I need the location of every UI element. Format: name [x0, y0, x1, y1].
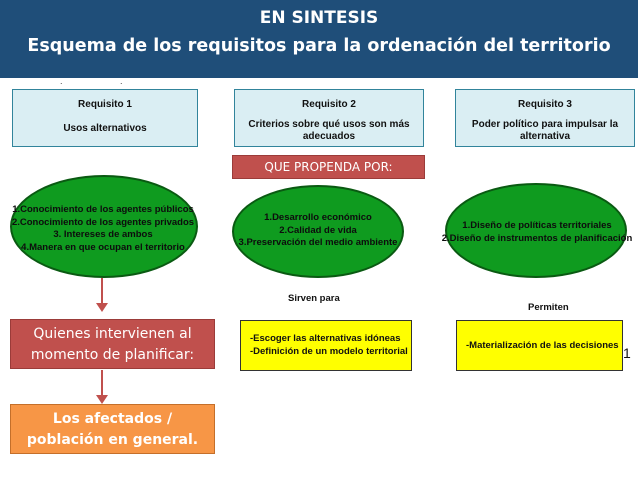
permiten-label: Permiten: [528, 302, 569, 313]
list-item: 1.Desarrollo económico: [264, 212, 372, 223]
sirven-para-label: Sirven para: [288, 293, 340, 304]
outcome-box-1: [240, 320, 412, 371]
list-item: 3. Intereses de ambos: [53, 229, 153, 240]
page-subtitle: Esquema de los requisitos para la ordenación del territorio: [27, 36, 611, 56]
list-item: -Definición de un modelo territorial: [250, 345, 408, 357]
decorative-mark: .: [60, 76, 63, 86]
requisito-1-box: [12, 89, 198, 147]
ellipse-actores-text: [0, 204, 208, 254]
page-number: 1: [623, 345, 631, 361]
list-item: 2.Calidad de vida: [279, 224, 357, 236]
list-item: 4.Manera en que ocupan el territorio: [21, 241, 185, 253]
arrow-down-icon: [96, 395, 108, 404]
arrow-down-icon: [96, 303, 108, 312]
requisito-title: Requisito 1: [78, 99, 132, 110]
box-line: momento de planificar:: [30, 347, 195, 363]
list-item: 2.Conocimiento de los agentes privados: [11, 216, 195, 228]
list-item: 1.Diseño de políticas territoriales: [462, 220, 612, 231]
box-line: población en general.: [26, 432, 199, 448]
requisito-title: Requisito 2: [302, 99, 356, 110]
requisito-2-box: [234, 89, 424, 147]
arrow-down-connector: [101, 370, 103, 396]
afectados-box: [10, 404, 215, 454]
list-item: -Escoger las alternativas idóneas: [250, 333, 401, 344]
arrow-down-connector: [101, 278, 103, 304]
ellipse-objetivos-text: [228, 212, 408, 250]
list-item: 3.Preservación del medio ambiente: [238, 237, 398, 248]
box-line: Quienes intervienen al: [33, 326, 192, 342]
list-item: 1.Conocimiento de los agentes públicos: [12, 204, 194, 215]
requisito-text: Usos alternativos: [63, 123, 147, 134]
propenda-label: QUE PROPENDA POR:: [232, 155, 425, 179]
title-banner: [0, 0, 638, 78]
decorative-mark: .: [120, 76, 123, 86]
requisito-text: Poder político para impulsar la alternativa: [471, 119, 619, 142]
page-title: EN SINTESIS: [259, 8, 379, 28]
ellipse-diseno-text: [436, 220, 638, 245]
list-item: -Materialización de las decisiones: [466, 340, 619, 351]
requisito-title: Requisito 3: [518, 99, 572, 110]
requisito-3-box: [455, 89, 635, 147]
quienes-intervienen-box: [10, 319, 215, 369]
box-line: Los afectados /: [52, 411, 173, 427]
list-item: 2.Diseño de instrumentos de planificación: [441, 232, 633, 244]
outcome-box-2: [456, 320, 623, 371]
requisito-text: Criterios sobre qué usos son más adecuados: [248, 119, 410, 142]
